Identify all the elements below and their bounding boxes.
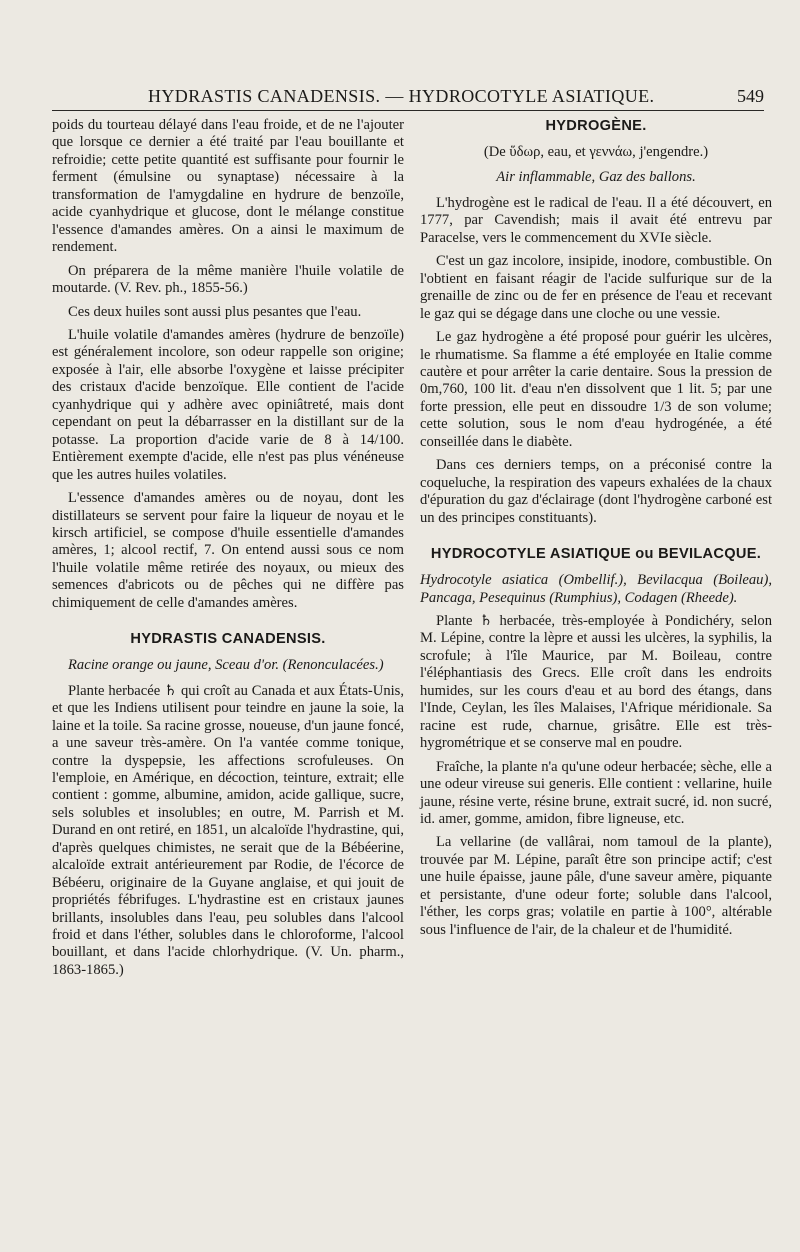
synonyms: Air inflammable, Gaz des ballons. [496,169,696,186]
running-header [52,80,764,111]
paragraph: Plante ♄ herbacée, très-employée à Pondichéry, selon M. Lépine, contre la lèpre et aussi les ulcères, la syphilis, la scrofule; à l'île Maurice, par M. Boileau, contre l'éléphantiasis des Grecs. Elle croît dans les endroits humides, sur les cours d'eau et au bord des étangs, dans l'Inde, Ceylan, les îles Malaises, l'Afrique méridionale. Sa racine est rude, charnue, grisâtre. Elle est très-hygrométrique et se conserve mal en poudre. [420,612,772,752]
paragraph: La vellarine (de vallârai, nom tamoul de la plante), trouvée par M. Lépine, paraît être son principe actif; c'est une huile épaisse, jaune pâle, d'une saveur amère, piquante et persistante, d'une odeur forte; soluble dans l'alcool, l'éther, les corps gras; volatile en partie à 100°, altérable sous l'influence de l'air, de la chaleur et de l'humidité. [420,834,772,938]
synonyms: Hydrocotyle asiatica (Ombellif.), Bevilacqua (Boileau), Pancaga, Pesequinus (Rumphius), Codagen (Rheede). [420,572,772,606]
paragraph: Fraîche, la plante n'a qu'une odeur herbacée; sèche, elle a une odeur vireuse sui generis. Elle contient : vellarine, huile jaune, résine verte, résine brune, extrait sucré, id. non sucré, id. amer, gomme, amidon, fibre ligneuse, etc. [420,758,772,827]
running-title: HYDRASTIS CANADENSIS. — HYDROCOTYLE ASIATIQUE. [148,86,655,106]
section-subtitle: Racine orange ou jaune, Sceau d'or. (Renonculacées.) [68,657,384,674]
etymology: (De ὕδωρ, eau, et γεννάω, j'engendre.) [483,144,709,160]
paragraph: On préparera de la même manière l'huile volatile de moutarde. (V. Rev. ph., 1855-56.) [52,262,404,297]
paragraph: Plante herbacée ♄ qui croît au Canada et aux États-Unis, et que les Indiens utilisent pour teindre en jaune la soie, la laine et la toile. Sa racine grosse, noueuse, d'un jaune foncé, a une saveur très-amère. On l'a vantée comme tonique, contre la dyspepsie, les affections scrofuleuses. On l'emploie, en Amérique, en décoction, teinture, extrait; elle contient : gomme, albumine, amidon, acide gallique, sucre, sels solubles et insolubles; en outre, M. Parrish et M. Durand en ont retiré, en 1851, un alcaloïde l'hydrastine, qui, d'après quelques chimistes, ne serait que de la Bébéerine, alcaloïde extrait antérieurement par Rodie, de l'écorce de Bébéeru, originaire de la Guyane anglaise, et qui jouit de propriétés fébrifuges. L'hydrastine est en cristaux jaunes brillants, insolubles dans l'eau, peu solubles dans l'alcool froid et dans l'éther, solubles dans le chloroforme, l'alcool bouillant, et dans l'acide chlorhydrique. (V. Un. pharm., 1863-1865.) [52,682,404,978]
paragraph: Le gaz hydrogène a été proposé pour guérir les ulcères, le rhumatisme. Sa flamme a été employée en Italie comme cautère et pour arrêter la carie dentaire. Sous la pression de 0m,760, 100 lit. d'eau n'en dissolvent que 1 lit. 5; par une forte pression, elle peut en dissoudre 1/3 de son volume; cette solution, sous le nom d'eau hydrogénée, a été conseillée dans le diabète. [420,329,772,450]
left-column [52,117,404,985]
paragraph: L'hydrogène est le radical de l'eau. Il a été découvert, en 1777, par Cavendish; mais il avait été entrevu par Paracelse, vers le commencement du XVIe siècle. [420,194,772,246]
paragraph: C'est un gaz incolore, insipide, inodore, combustible. On l'obtient en faisant réagir de l'acide sulfurique sur de la grenaille de zinc ou de fer en présence de l'eau et recevant le gaz qui se dégage dans une cloche ou une vessie. [420,253,772,322]
page-number: 549 [737,86,764,106]
section-heading-hydrastis: HYDRASTIS CANADENSIS. [130,631,326,648]
section-heading-hydrogene: HYDROGÈNE. [545,118,647,134]
paragraph: Dans ces derniers temps, on a préconisé contre la coqueluche, la respiration des vapeurs exhalées de la chaux d'épuration du gaz d'éclairage (dont l'hydrogène carboné est un des principes constituants). [420,457,772,526]
paragraph: Ces deux huiles sont aussi plus pesantes que l'eau. [68,303,362,320]
paragraph: poids du tourteau délayé dans l'eau froide, et de ne l'ajouter que lorsque ce dernier a été traité par l'eau bouillante et refroidie; cette petite quantité est suffisante pour fournir le ferment (émulsine ou synaptase) nécessaire à la transformation de l'amygdaline en hydrure de benzoïle, acide cyanhydrique et glucose, dont le mélange constitue l'essence d'amandes amères. On a ainsi le maximum de rendement. [52,117,404,256]
paragraph: L'huile volatile d'amandes amères (hydrure de benzoïle) est généralement incolore, son odeur rappelle son origine; exposée à l'air, elle absorbe l'oxygène et laisse précipiter des cristaux d'acide benzoïque. Elle contient de l'acide cyanhydrique qui y adhère avec opiniâtreté, mais dont cependant on peut la débarrasser en la distillant sur de la potasse. La proportion d'acide varie de 8 à 14/100. Entièrement exempte d'acide, elle n'est pas plus vénéneuse que les autres huiles volatiles. [52,326,404,483]
paragraph: L'essence d'amandes amères ou de noyau, dont les distillateurs se servent pour faire la liqueur de noyau et le kirsch artificiel, se compose d'huile essentielle d'amandes amères, 1; alcool rectif, 7. On entend aussi sous ce nom l'huile volatile même retirée des noyaux, ou mieux des semences d'abricots ou de pêches qui ne diffère pas chimiquement de celle d'amandes amères. [52,490,404,611]
right-column [420,117,772,945]
section-heading-hydrocotyle: HYDROCOTYLE ASIATIQUE ou BEVILACQUE. [430,546,762,563]
